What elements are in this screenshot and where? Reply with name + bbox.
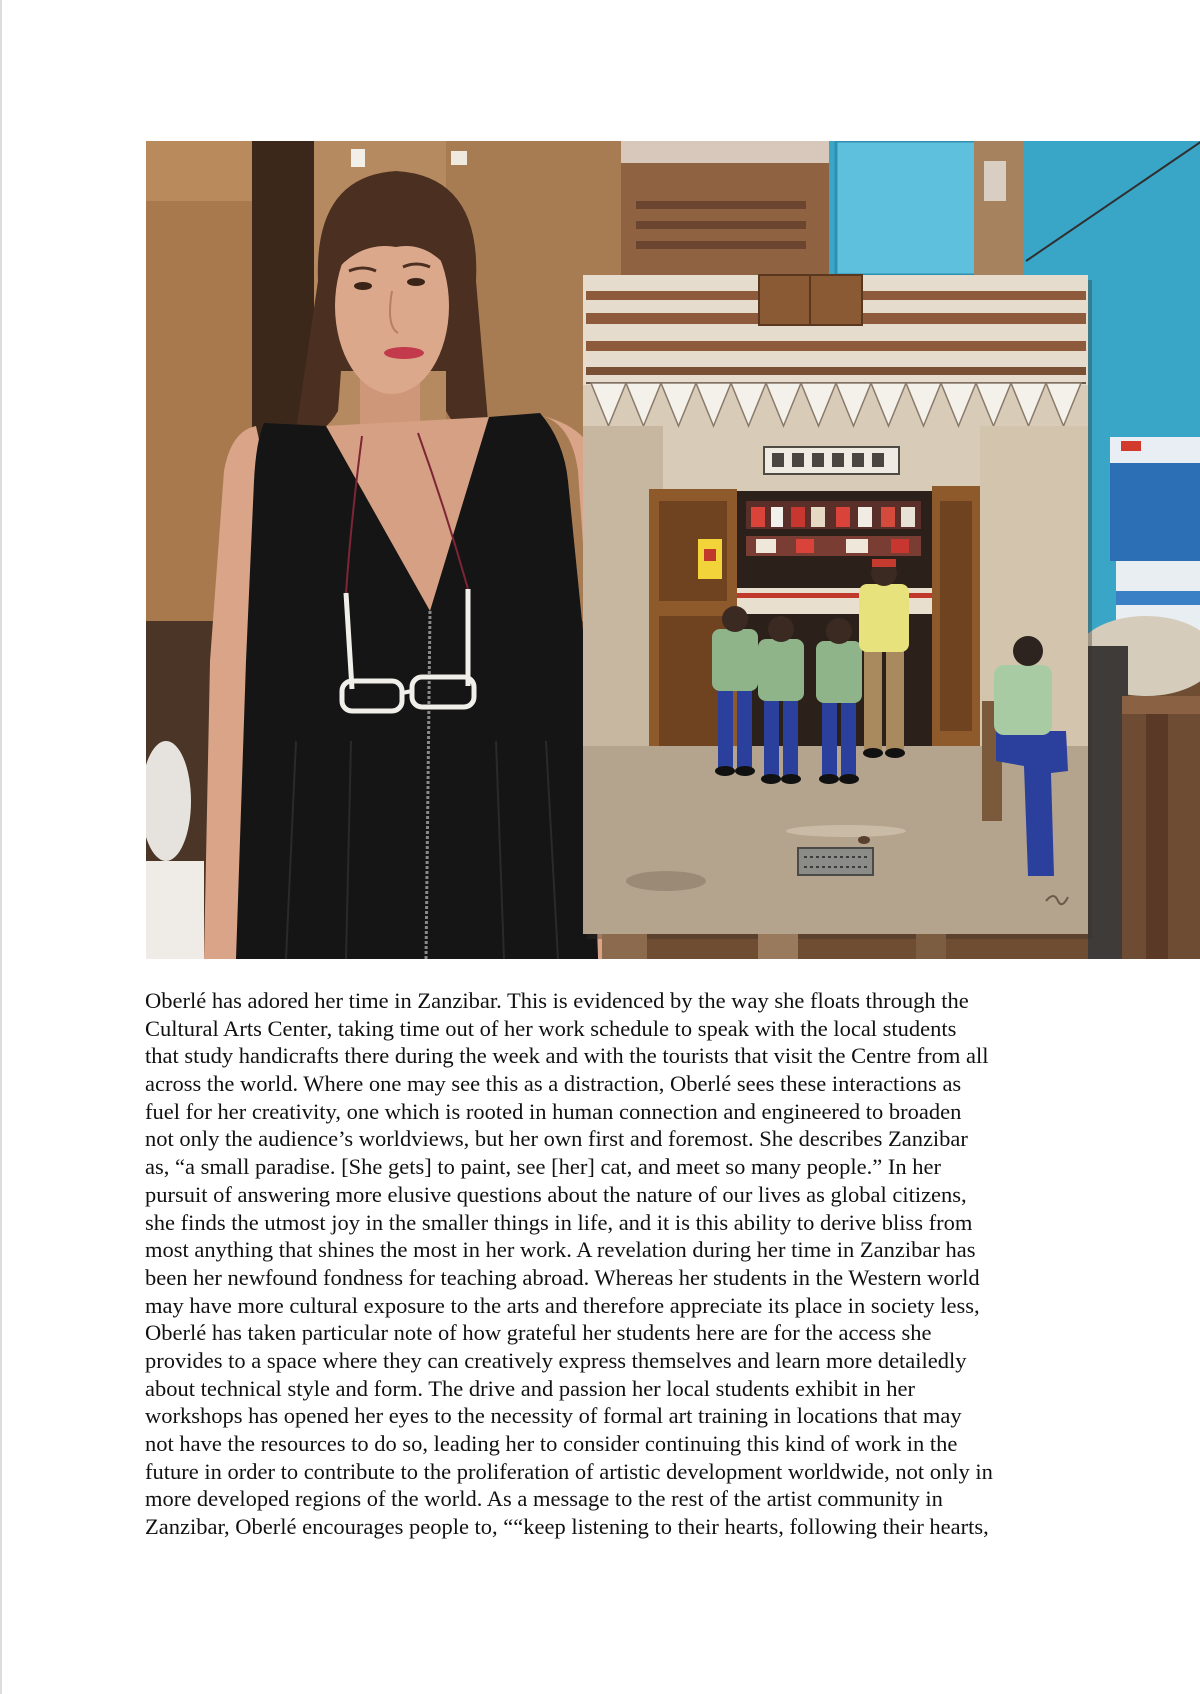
body-text-line: not only the audience’s worldviews, but her own first and foremost. She describes Zanzibar [145, 1126, 968, 1152]
artist-photo [146, 141, 1200, 959]
body-text-line: she finds the utmost joy in the smaller things in life, and it is this ability to derive bliss from [145, 1209, 973, 1235]
article-body [145, 987, 993, 1541]
body-text-line: as, “a small paradise. [She gets] to paint, see [her] cat, and meet so many people.” In her [145, 1154, 941, 1180]
body-text-line: Zanzibar, Oberlé encourages people to, ““keep listening to their hearts, following their hearts, [145, 1514, 989, 1540]
body-text-line: workshops has opened her eyes to the necessity of formal art training in locations that may [145, 1403, 962, 1429]
body-text-line: pursuit of answering more elusive questions about the nature of our lives as global citizens, [145, 1181, 967, 1207]
body-text-line: Cultural Arts Center, taking time out of her work schedule to speak with the local students [145, 1015, 957, 1041]
body-text-line: been her newfound fondness for teaching abroad. Whereas her students in the Western world [145, 1264, 980, 1290]
body-text-line: most anything that shines the most in her work. A revelation during her time in Zanzibar has [145, 1237, 976, 1263]
body-text-line: not have the resources to do so, leading her to consider continuing this kind of work in the [145, 1431, 958, 1456]
body-text-line: about technical style and form. The drive and passion her local students exhibit in her [145, 1375, 915, 1401]
body-text-line: that study handicrafts there during the week and with the tourists that visit the Centre from all [145, 1043, 989, 1069]
painting-on-easel [583, 275, 1092, 939]
body-text-line: fuel for her creativity, one which is rooted in human connection and engineered to broaden [145, 1098, 962, 1124]
body-text-line: more developed regions of the world. As a message to the rest of the artist community in [145, 1486, 943, 1512]
body-text-line: Oberlé has taken particular note of how grateful her students here are for the access she [145, 1320, 932, 1346]
body-text-line: across the world. Where one may see this as a distraction, Oberlé sees these interactions as [145, 1071, 962, 1097]
body-text-line: provides to a space where they can creatively express themselves and learn more detailedly [145, 1347, 967, 1373]
body-text-line: may have more cultural exposure to the arts and therefore appreciate its place in society less, [145, 1292, 980, 1318]
body-text-line: Oberlé has adored her time in Zanzibar. This is evidenced by the way she floats through the [145, 988, 969, 1013]
body-text-line: future in order to contribute to the proliferation of artistic development worldwide, not only in [145, 1458, 993, 1484]
